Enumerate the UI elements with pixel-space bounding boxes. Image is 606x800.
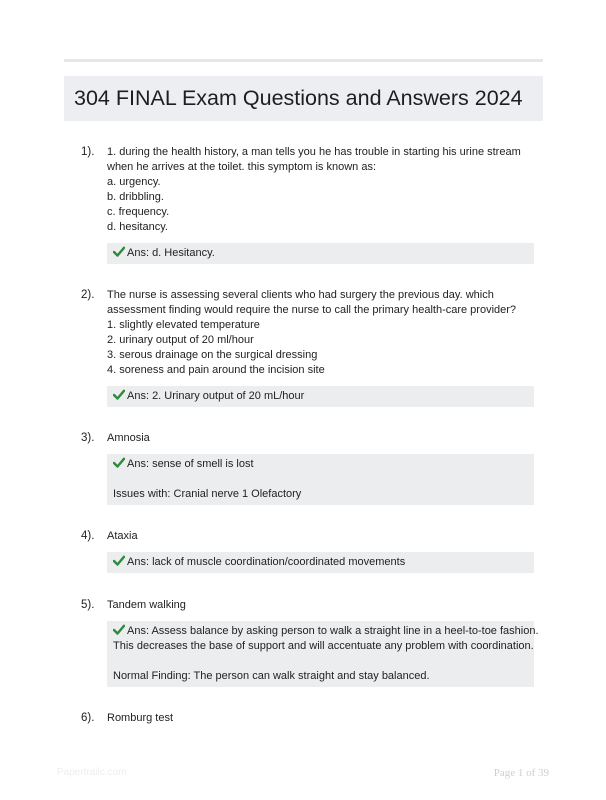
option-4: 4. soreness and pain around the incision site	[107, 364, 325, 376]
question-text: Romburg test	[107, 712, 174, 724]
question-number: 1).	[81, 146, 95, 158]
question-number: 4).	[81, 530, 95, 542]
answer-text: Ans: lack of muscle coordination/coordinated movements	[127, 556, 406, 568]
answer-text: This decreases the base of support and will accentuate any problem with coordination.	[113, 640, 534, 652]
question-body	[107, 529, 537, 573]
title-banner	[64, 76, 543, 121]
answer-box	[107, 621, 539, 687]
option-d: d. hesitancy.	[107, 221, 168, 233]
answer-box	[107, 454, 534, 505]
question-body	[107, 145, 537, 264]
question-number: 6).	[81, 712, 95, 724]
answer-spacer	[113, 654, 528, 669]
check-icon	[113, 624, 125, 635]
option-3: 3. serous drainage on the surgical dressing	[107, 349, 318, 361]
answer-box	[107, 243, 534, 264]
answer-text: Normal Finding: The person can walk straight and stay balanced.	[113, 670, 430, 682]
top-divider	[64, 59, 543, 62]
option-a: a. urgency.	[107, 176, 161, 188]
question-number: 2).	[81, 289, 95, 301]
check-icon	[113, 246, 125, 257]
question-body	[107, 431, 537, 505]
check-icon	[113, 389, 125, 400]
option-1: 1. slightly elevated temperature	[107, 319, 260, 331]
footer-watermark: Papertrailc.com	[57, 767, 127, 778]
question-text: Amnosia	[107, 432, 150, 444]
question-body	[107, 598, 537, 687]
question-body	[107, 711, 537, 726]
question-text: Tandem walking	[107, 599, 186, 611]
question-text: assessment finding would require the nurse to call the primary health-care provider?	[107, 304, 517, 316]
answer-text: Ans: 2. Urinary output of 20 mL/hour	[127, 390, 305, 402]
answer-box	[107, 552, 534, 573]
answer-text: Issues with: Cranial nerve 1 Olefactory	[113, 488, 302, 500]
option-2: 2. urinary output of 20 ml/hour	[107, 334, 254, 346]
answer-spacer	[113, 472, 528, 487]
question-number: 3).	[81, 432, 95, 444]
question-text: Ataxia	[107, 530, 138, 542]
answer-box	[107, 386, 534, 407]
question-body	[107, 288, 537, 407]
option-b: b. dribbling.	[107, 191, 164, 203]
question-text: 1. during the health history, a man tells you he has trouble in starting his urine stream	[107, 146, 521, 158]
answer-text: Ans: Assess balance by asking person to walk a straight line in a heel-to-toe fashion.	[127, 625, 539, 637]
page-title: 304 FINAL Exam Questions and Answers 2024	[74, 86, 523, 110]
question-text: The nurse is assessing several clients who had surgery the previous day. which	[107, 289, 494, 301]
answer-text: Ans: d. Hesitancy.	[127, 247, 215, 259]
check-icon	[113, 457, 125, 468]
question-text: when he arrives at the toilet. this symptom is known as:	[107, 161, 377, 173]
answer-text: Ans: sense of smell is lost	[127, 458, 254, 470]
question-number: 5).	[81, 599, 95, 611]
check-icon	[113, 555, 125, 566]
page-number: Page 1 of 39	[493, 767, 549, 779]
option-c: c. frequency.	[107, 206, 170, 218]
